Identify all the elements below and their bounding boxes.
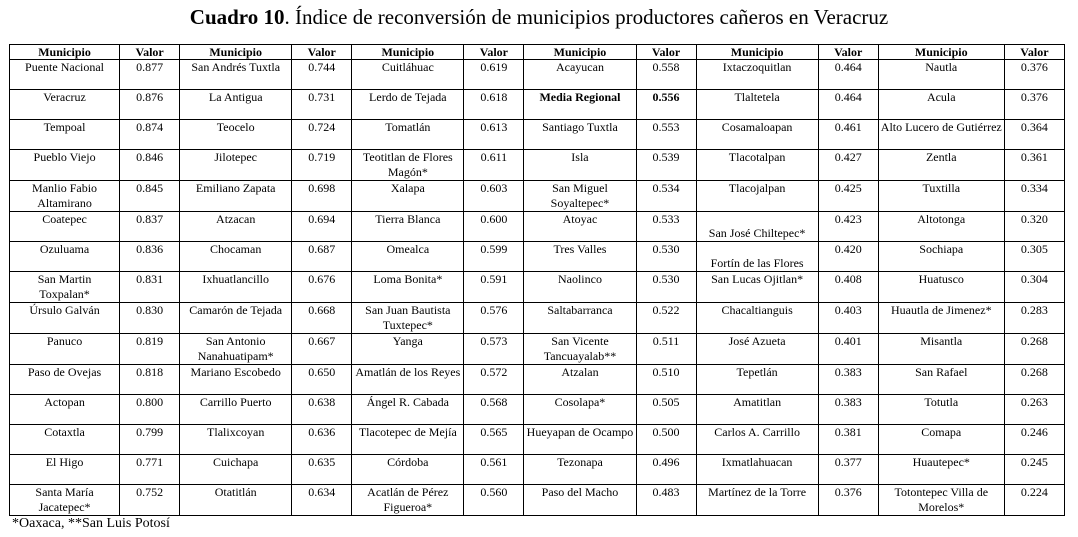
valor-cell: 0.635: [292, 455, 352, 485]
valor-cell: 0.800: [120, 395, 180, 425]
caption-text: . Índice de reconversión de municipios productores cañeros en Veracruz: [284, 5, 889, 29]
valor-cell: 0.694: [292, 212, 352, 242]
valor-cell: 0.667: [292, 334, 352, 365]
valor-cell: 0.427: [818, 150, 878, 181]
municipio-cell: Amatlán de los Reyes: [352, 365, 464, 395]
municipio-cell: Tlalixcoyan: [180, 425, 292, 455]
municipio-cell: Santiago Tuxtla: [524, 120, 636, 150]
valor-cell: 0.752: [120, 485, 180, 516]
municipio-cell: Atzacan: [180, 212, 292, 242]
municipio-cell: Hueyapan de Ocampo: [524, 425, 636, 455]
table-row: [10, 395, 1065, 425]
municipio-cell: Manlio Fabio Altamirano: [10, 181, 120, 212]
header-cell: Valor: [636, 45, 696, 60]
municipio-cell: San Miguel Soyaltepec*: [524, 181, 636, 212]
valor-cell: 0.464: [818, 60, 878, 90]
header-cell: Municipio: [180, 45, 292, 60]
valor-cell: 0.533: [636, 212, 696, 242]
municipio-cell: Ixhuatlancillo: [180, 272, 292, 303]
municipio-cell: Paso de Ovejas: [10, 365, 120, 395]
valor-cell: 0.831: [120, 272, 180, 303]
header-cell: Valor: [120, 45, 180, 60]
municipio-cell: Tuxtilla: [878, 181, 1004, 212]
valor-cell: 0.603: [464, 181, 524, 212]
municipio-cell: Totutla: [878, 395, 1004, 425]
valor-cell: 0.558: [636, 60, 696, 90]
municipio-cell: Comapa: [878, 425, 1004, 455]
valor-cell: 0.556: [636, 90, 696, 120]
valor-cell: 0.846: [120, 150, 180, 181]
valor-cell: 0.771: [120, 455, 180, 485]
valor-cell: 0.403: [818, 303, 878, 334]
valor-cell: 0.818: [120, 365, 180, 395]
table-row: [10, 303, 1065, 334]
valor-cell: 0.636: [292, 425, 352, 455]
municipio-cell: Lerdo de Tejada: [352, 90, 464, 120]
valor-cell: 0.483: [636, 485, 696, 516]
municipio-cell: Tepetlán: [696, 365, 818, 395]
municipio-cell: Ángel R. Cabada: [352, 395, 464, 425]
municipio-cell: Santa María Jacatepec*: [10, 485, 120, 516]
municipio-cell: Acula: [878, 90, 1004, 120]
municipio-cell: Ozuluama: [10, 242, 120, 272]
municipio-cell: Emiliano Zapata: [180, 181, 292, 212]
table-row: [10, 485, 1065, 516]
valor-cell: 0.553: [636, 120, 696, 150]
municipio-cell: Tlaltetela: [696, 90, 818, 120]
municipio-cell: Huatusco: [878, 272, 1004, 303]
valor-cell: 0.650: [292, 365, 352, 395]
valor-cell: 0.719: [292, 150, 352, 181]
header-cell: Valor: [292, 45, 352, 60]
municipio-cell: Coatepec: [10, 212, 120, 242]
valor-cell: 0.539: [636, 150, 696, 181]
valor-cell: 0.304: [1004, 272, 1064, 303]
municipio-cell: Actopan: [10, 395, 120, 425]
municipio-cell: San Andrés Tuxtla: [180, 60, 292, 90]
municipio-cell: La Antigua: [180, 90, 292, 120]
municipio-cell: Altotonga: [878, 212, 1004, 242]
valor-cell: 0.530: [636, 242, 696, 272]
municipio-cell: Cuitláhuac: [352, 60, 464, 90]
valor-cell: 0.461: [818, 120, 878, 150]
municipio-cell: Tomatlán: [352, 120, 464, 150]
table-row: [10, 90, 1065, 120]
valor-cell: 0.731: [292, 90, 352, 120]
valor-cell: 0.364: [1004, 120, 1064, 150]
valor-cell: 0.425: [818, 181, 878, 212]
municipio-cell: Mariano Escobedo: [180, 365, 292, 395]
municipio-cell: Tlacojalpan: [696, 181, 818, 212]
valor-cell: 0.522: [636, 303, 696, 334]
valor-cell: 0.534: [636, 181, 696, 212]
municipio-cell: Acayucan: [524, 60, 636, 90]
valor-cell: 0.874: [120, 120, 180, 150]
valor-cell: 0.565: [464, 425, 524, 455]
municipio-cell: San Rafael: [878, 365, 1004, 395]
table-footnote: *Oaxaca, **San Luis Potosí: [12, 516, 170, 531]
municipio-cell: Ixtaczoquitlan: [696, 60, 818, 90]
municipio-cell: Huautepec*: [878, 455, 1004, 485]
valor-cell: 0.799: [120, 425, 180, 455]
table-row: [10, 365, 1065, 395]
municipio-cell: Amatitlan: [696, 395, 818, 425]
header-cell: Municipio: [352, 45, 464, 60]
table-caption: [0, 4, 1078, 30]
valor-cell: 0.361: [1004, 150, 1064, 181]
municipio-cell: El Higo: [10, 455, 120, 485]
valor-cell: 0.599: [464, 242, 524, 272]
municipio-cell: Sochiapa: [878, 242, 1004, 272]
valor-cell: 0.408: [818, 272, 878, 303]
table-row: [10, 425, 1065, 455]
header-cell: Valor: [1004, 45, 1064, 60]
municipio-cell: Panuco: [10, 334, 120, 365]
valor-cell: 0.845: [120, 181, 180, 212]
valor-cell: 0.246: [1004, 425, 1064, 455]
valor-cell: 0.263: [1004, 395, 1064, 425]
municipio-cell: Cuichapa: [180, 455, 292, 485]
municipio-cell: Chacaltianguis: [696, 303, 818, 334]
valor-cell: 0.837: [120, 212, 180, 242]
valor-cell: 0.401: [818, 334, 878, 365]
table-header-row: [10, 45, 1065, 60]
municipio-cell: San Antonio Nanahuatipam*: [180, 334, 292, 365]
table-row: [10, 212, 1065, 242]
valor-cell: 0.423: [818, 212, 878, 242]
municipio-cell: Zentla: [878, 150, 1004, 181]
municipio-cell: Martínez de la Torre: [696, 485, 818, 516]
municipio-cell: Cotaxtla: [10, 425, 120, 455]
valor-cell: 0.676: [292, 272, 352, 303]
header-cell: Municipio: [696, 45, 818, 60]
valor-cell: 0.568: [464, 395, 524, 425]
municipio-cell: Naolinco: [524, 272, 636, 303]
municipio-cell: San Martin Toxpalan*: [10, 272, 120, 303]
valor-cell: 0.830: [120, 303, 180, 334]
valor-cell: 0.530: [636, 272, 696, 303]
municipio-cell: Omealca: [352, 242, 464, 272]
table-row: [10, 455, 1065, 485]
valor-cell: 0.638: [292, 395, 352, 425]
municipio-cell: Media Regional: [524, 90, 636, 120]
valor-cell: 0.560: [464, 485, 524, 516]
valor-cell: 0.744: [292, 60, 352, 90]
table-row: [10, 120, 1065, 150]
municipios-table: [9, 44, 1065, 516]
municipio-cell: Córdoba: [352, 455, 464, 485]
valor-cell: 0.511: [636, 334, 696, 365]
valor-cell: 0.877: [120, 60, 180, 90]
valor-cell: 0.618: [464, 90, 524, 120]
valor-cell: 0.698: [292, 181, 352, 212]
valor-cell: 0.305: [1004, 242, 1064, 272]
municipio-cell: San Juan Bautista Tuxtepec*: [352, 303, 464, 334]
valor-cell: 0.634: [292, 485, 352, 516]
municipio-cell: Isla: [524, 150, 636, 181]
header-cell: Municipio: [10, 45, 120, 60]
valor-cell: 0.836: [120, 242, 180, 272]
municipio-cell: Cosolapa*: [524, 395, 636, 425]
table-row: [10, 150, 1065, 181]
valor-cell: 0.268: [1004, 365, 1064, 395]
valor-cell: 0.576: [464, 303, 524, 334]
municipio-cell: José Azueta: [696, 334, 818, 365]
municipio-cell: Carlos A. Carrillo: [696, 425, 818, 455]
municipio-cell: Alto Lucero de Gutiérrez: [878, 120, 1004, 150]
municipio-cell: Huautla de Jimenez*: [878, 303, 1004, 334]
caption-label: Cuadro 10: [189, 5, 285, 29]
municipio-cell: San Lucas Ojitlan*: [696, 272, 818, 303]
municipio-cell: Chocaman: [180, 242, 292, 272]
table-row: [10, 334, 1065, 365]
valor-cell: 0.376: [1004, 90, 1064, 120]
municipio-cell: Saltabarranca: [524, 303, 636, 334]
municipio-cell: Tempoal: [10, 120, 120, 150]
header-cell: Municipio: [878, 45, 1004, 60]
municipio-cell: Pueblo Viejo: [10, 150, 120, 181]
municipio-cell: Paso del Macho: [524, 485, 636, 516]
municipio-cell: Tlacotepec de Mejía: [352, 425, 464, 455]
valor-cell: 0.376: [1004, 60, 1064, 90]
valor-cell: 0.819: [120, 334, 180, 365]
municipio-cell: Jilotepec: [180, 150, 292, 181]
municipio-cell: Totontepec Villa de Morelos*: [878, 485, 1004, 516]
header-cell: Valor: [818, 45, 878, 60]
valor-cell: 0.383: [818, 365, 878, 395]
municipio-cell: San Vicente Tancuayalab**: [524, 334, 636, 365]
valor-cell: 0.283: [1004, 303, 1064, 334]
municipio-cell: San José Chiltepec*: [696, 212, 818, 242]
table-row: [10, 181, 1065, 212]
valor-cell: 0.224: [1004, 485, 1064, 516]
municipio-cell: Xalapa: [352, 181, 464, 212]
municipio-cell: Puente Nacional: [10, 60, 120, 90]
valor-cell: 0.724: [292, 120, 352, 150]
municipio-cell: Atoyac: [524, 212, 636, 242]
municipio-cell: Acatlán de Pérez Figueroa*: [352, 485, 464, 516]
valor-cell: 0.420: [818, 242, 878, 272]
valor-cell: 0.320: [1004, 212, 1064, 242]
valor-cell: 0.573: [464, 334, 524, 365]
municipio-cell: Tezonapa: [524, 455, 636, 485]
valor-cell: 0.505: [636, 395, 696, 425]
valor-cell: 0.611: [464, 150, 524, 181]
valor-cell: 0.381: [818, 425, 878, 455]
valor-cell: 0.510: [636, 365, 696, 395]
municipio-cell: Atzalan: [524, 365, 636, 395]
municipio-cell: Carrillo Puerto: [180, 395, 292, 425]
valor-cell: 0.572: [464, 365, 524, 395]
municipio-cell: Ixmatlahuacan: [696, 455, 818, 485]
header-cell: Valor: [464, 45, 524, 60]
municipio-cell: Teotitlan de Flores Magón*: [352, 150, 464, 181]
municipio-cell: Tierra Blanca: [352, 212, 464, 242]
municipio-cell: Yanga: [352, 334, 464, 365]
municipio-cell: Tlacotalpan: [696, 150, 818, 181]
valor-cell: 0.383: [818, 395, 878, 425]
valor-cell: 0.377: [818, 455, 878, 485]
valor-cell: 0.561: [464, 455, 524, 485]
table-row: [10, 60, 1065, 90]
valor-cell: 0.600: [464, 212, 524, 242]
municipio-cell: Teocelo: [180, 120, 292, 150]
valor-cell: 0.245: [1004, 455, 1064, 485]
municipio-cell: Camarón de Tejada: [180, 303, 292, 334]
municipio-cell: Otatitlán: [180, 485, 292, 516]
valor-cell: 0.334: [1004, 181, 1064, 212]
valor-cell: 0.687: [292, 242, 352, 272]
valor-cell: 0.376: [818, 485, 878, 516]
municipio-cell: Veracruz: [10, 90, 120, 120]
municipio-cell: Tres Valles: [524, 242, 636, 272]
municipio-cell: Úrsulo Galván: [10, 303, 120, 334]
valor-cell: 0.464: [818, 90, 878, 120]
municipio-cell: Cosamaloapan: [696, 120, 818, 150]
valor-cell: 0.876: [120, 90, 180, 120]
municipio-cell: Fortín de las Flores: [696, 242, 818, 272]
valor-cell: 0.591: [464, 272, 524, 303]
table-row: [10, 242, 1065, 272]
valor-cell: 0.496: [636, 455, 696, 485]
valor-cell: 0.613: [464, 120, 524, 150]
valor-cell: 0.619: [464, 60, 524, 90]
table-row: [10, 272, 1065, 303]
municipio-cell: Misantla: [878, 334, 1004, 365]
municipio-cell: Loma Bonita*: [352, 272, 464, 303]
valor-cell: 0.268: [1004, 334, 1064, 365]
header-cell: Municipio: [524, 45, 636, 60]
valor-cell: 0.668: [292, 303, 352, 334]
municipio-cell: Nautla: [878, 60, 1004, 90]
valor-cell: 0.500: [636, 425, 696, 455]
